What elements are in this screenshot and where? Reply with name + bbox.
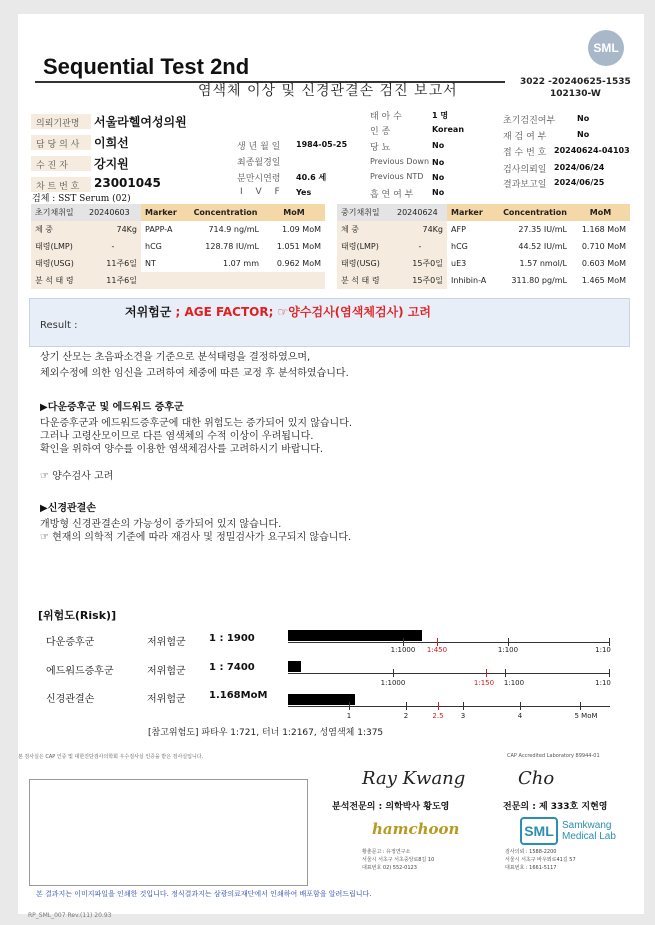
st-col-mom: MoM [571,204,630,221]
reference-risk: [참고위험도] 파타우 1:721, 터너 1:2167, 성염색체 1:375 [148,728,384,738]
st-date-label: 중기채취일 [337,204,393,221]
st-row-marker: AFP [447,221,499,238]
left-signer-title: 분석전문의 : 의학박사 황도영 [332,802,450,812]
risk-ntd-group: 저위험군 [147,694,186,705]
document-number [520,76,631,100]
footer-note: 본 결과지는 이미지파일을 인쇄한 것입니다. 정식결과지는 삼광의료재단에서 인쇄하여 배포함을 알려드립니다. [36,890,372,898]
left-address-line-1: 황춘문고 : 유정연구소 [362,849,411,855]
st-row-label: 태령(USG) [337,255,393,272]
risk-ntd-tick-4: 4 [517,712,523,720]
ft-row-marker: NT [141,255,188,272]
st-row-marker: uE3 [447,255,499,272]
st-row-conc: 311.80 pg/mL [499,272,571,289]
ft-col-conc: Concentration [188,204,263,221]
risk-edwards-tick-1000: 1:1000 [380,679,406,687]
section1-line-2: 그러나 고령산모이므로 다른 염색체의 수적 이상이 우려됩니다. [40,431,314,442]
right-address-line-3: 대표번호 : 1661-5117 [505,865,557,871]
st-col-marker: Marker [447,204,499,221]
risk-ntd-tick-1: 1 [346,712,352,720]
section1-line-1: 다운증후군과 에드워드증후군에 대한 위험도는 증가되어 있지 않습니다. [40,418,353,429]
risk-edwards-tick-100: 1:100 [503,679,525,687]
ft-row-marker: hCG [141,238,188,255]
risk-ntd-cutoff: 2.5 [432,712,444,720]
st-row-mom: 1.168 MoM [571,221,630,238]
intro-line-1: 상기 산모는 초음파소견을 기준으로 분석태령을 결정하였으며, [40,352,311,363]
risk-down-value: 1 : 1900 [209,633,255,644]
risk-down-tick-10: 1:10 [595,646,611,654]
accreditation-note: 본 검사실은 CAP 인증 및 대한진단검사의학회 우수검사실 인증을 받은 검사실입니다. [18,754,204,760]
request-label: 검사의뢰일 [503,165,547,175]
samkwang-brand-line-1: Samkwang [562,820,612,831]
ft-row-label: 태령(LMP) [31,238,85,255]
section-down-edwards-title: ▶다운증후군 및 에드워드 증후군 [40,402,184,413]
risk-down-label: 다운증후군 [46,637,95,648]
section1-line-3: 확인을 위하여 양수를 이용한 염색체검사를 고려하시기 바랍니다. [40,444,324,455]
document-number-line1: 3022 -20240625-1535 [520,77,631,87]
st-row-marker: hCG [447,238,499,255]
risk-title: [위험도(Risk)] [38,609,117,622]
risk-ntd-tick-3: 3 [460,712,466,720]
risk-ntd-tick-2: 2 [403,712,409,720]
hamchoon-logo: hamchoon [372,820,460,838]
dm-value: No [432,141,445,150]
risk-down-tick-1000: 1:1000 [390,646,416,654]
section1-note: ☞ 양수검사 고려 [40,471,114,482]
section2-line-2: ☞ 현재의 의학적 기준에 따라 재검사 및 정밀검사가 요구되지 않습니다. [40,532,352,543]
age-label: 분만시연령 [237,174,281,184]
retest-label: 재 검 여 부 [503,132,547,142]
ft-row-label: 태령(USG) [31,255,85,272]
ft-row-mom: 1.051 MoM [263,238,325,255]
dm-label: 당 뇨 [370,143,391,153]
intro-line-2: 체외수정에 의한 임신을 고려하여 체중에 따른 교정 후 분석하였습니다. [40,368,349,379]
race-value: Korean [432,125,465,134]
smoke-value: No [432,188,445,197]
risk-down-bar [288,630,422,641]
risk-ntd-tick-5: 5 MoM [574,712,598,720]
left-address-line-3: 대표번호 02) 552-0123 [362,865,417,871]
ft-row-empty [141,272,325,289]
doctor-label: 담 당 의 사 [36,140,80,150]
sml-brand-icon: SML [520,817,558,845]
st-row-conc: 1.57 nmol/L [499,255,571,272]
st-row-mom: 0.603 MoM [571,255,630,272]
samkwang-brand [562,820,616,842]
patient-label: 수 진 자 [36,161,68,171]
left-address-line-2: 서울시 서초구 서초중앙로8길 10 [362,857,435,863]
patient-value: 강지원 [94,157,129,171]
age-value: 40.6 세 [296,173,327,182]
ft-row-value: 11주6일 [85,272,141,289]
result-text [125,303,431,320]
doctor-value: 이희선 [94,136,129,150]
risk-edwards-cutoff: 1:150 [473,679,495,687]
ft-row-value: - [85,238,141,255]
ft-row-label: 체 중 [31,221,85,238]
receipt-value: 20240624-04103 [554,146,630,155]
st-date-value: 20240624 [393,204,447,221]
st-row-value: 15주0일 [393,272,447,289]
lmp-label: 최종월경일 [237,158,281,168]
institution-label: 의뢰기관명 [36,119,80,129]
st-row-mom: 1.465 MoM [571,272,630,289]
prev-ntd-value: No [432,173,445,182]
risk-edwards-group: 저위험군 [147,666,186,677]
risk-ntd-label: 신경관결손 [46,694,95,705]
ft-row-value: 11주6일 [85,255,141,272]
prev-ntd-label: Previous NTD [370,172,424,181]
right-address [505,848,576,872]
ft-col-mom: MoM [263,204,325,221]
ft-row-conc: 1.07 mm [188,255,263,272]
fetus-label: 태 아 수 [370,112,402,122]
st-row-conc: 27.35 IU/mL [499,221,571,238]
ft-date-value: 20240603 [85,204,141,221]
risk-ntd-scale [288,706,610,707]
ft-row-conc: 714.9 ng/mL [188,221,263,238]
risk-down-group: 저위험군 [147,637,186,648]
left-signature: Ray Kwang [362,768,466,789]
institution-value: 서울라헬여성의원 [94,115,187,129]
st-col-conc: Concentration [499,204,571,221]
report-title: Sequential Test 2nd [43,54,250,79]
sml-logo: SML [588,30,624,66]
ft-row-mom: 0.962 MoM [263,255,325,272]
risk-down-tick-100: 1:100 [497,646,519,654]
request-value: 2024/06/24 [554,163,605,172]
section-ntd-title: ▶신경관결손 [40,503,96,514]
right-signature: Cho [518,768,555,789]
risk-edwards-tick-10: 1:10 [595,679,611,687]
first-test-label: 초기검진여부 [503,116,556,126]
ft-row-mom: 1.09 MoM [263,221,325,238]
chart-value: 23001045 [94,176,161,190]
remarks-box [29,779,308,886]
race-label: 인 종 [370,127,391,137]
right-signer-title: 전문의 : 제 333호 지현영 [503,802,608,812]
result-label: Result : [40,320,78,331]
left-address [362,848,434,872]
birth-label: 생 년 월 일 [237,142,281,152]
right-address-line-1: 검사의뢰 : 1588-2200 [505,849,557,855]
form-code: RP_SML_007 Rev.(11) 20.93 [28,912,112,919]
receipt-label: 접 수 번 호 [503,148,547,158]
st-row-mom: 0.710 MoM [571,238,630,255]
ft-row-conc: 128.78 IU/mL [188,238,263,255]
st-row-conc: 44.52 IU/mL [499,238,571,255]
st-row-value: 15주0일 [393,255,447,272]
risk-ntd-value: 1.168MoM [209,690,268,701]
risk-edwards-value: 1 : 7400 [209,662,255,673]
ft-date-label: 초기채취일 [31,204,85,221]
fetus-value: 1 명 [432,111,449,120]
risk-edwards-bar [288,661,301,672]
st-row-value: - [393,238,447,255]
ivf-value: Yes [296,188,312,197]
report-date-label: 결과보고일 [503,180,547,190]
retest-value: No [577,130,590,139]
section2-line-1: 개방형 신경관결손의 가능성이 증가되어 있지 않습니다. [40,519,282,530]
smoke-label: 흡 연 여 부 [370,190,414,200]
st-row-marker: Inhibin-A [447,272,499,289]
result-risk-group: 저위험군 [125,305,176,319]
report-subtitle: 염색체 이상 및 신경관결손 검진 보고서 [198,83,458,99]
result-box [29,298,630,347]
ivf-label: I V F [240,187,285,197]
ft-row-label: 분 석 태 령 [31,272,85,289]
st-row-label: 태령(LMP) [337,238,393,255]
prev-down-value: No [432,158,445,167]
ft-row-value: 74Kg [85,221,141,238]
ft-row-marker: PAPP-A [141,221,188,238]
prev-down-label: Previous Down [370,157,430,166]
st-row-value: 74Kg [393,221,447,238]
result-comment: ; AGE FACTOR; ☞양수검사(염색체검사) 고려 [175,305,431,319]
right-address-line-2: 서울시 서초구 바우뫼로41길 57 [505,857,576,863]
document-number-line2: 102130-W [549,89,601,99]
chart-label: 차 트 번 호 [36,182,80,192]
report-date-value: 2024/06/25 [554,178,605,187]
cap-note: CAP Accredited Laboratory 89944-01 [507,753,600,759]
birth-value: 1984-05-25 [296,140,348,149]
st-row-label: 분 석 태 령 [337,272,393,289]
ft-col-marker: Marker [141,204,188,221]
risk-ntd-bar [288,694,355,705]
risk-down-scale [288,642,610,643]
specimen: 검체 : SST Serum (02) [32,194,131,204]
risk-edwards-scale [288,673,610,674]
risk-down-cutoff: 1:450 [426,646,448,654]
risk-edwards-label: 에드워드증후군 [46,666,114,677]
st-row-label: 체 중 [337,221,393,238]
first-test-value: No [577,114,590,123]
samkwang-brand-line-2: Medical Lab [562,831,616,842]
